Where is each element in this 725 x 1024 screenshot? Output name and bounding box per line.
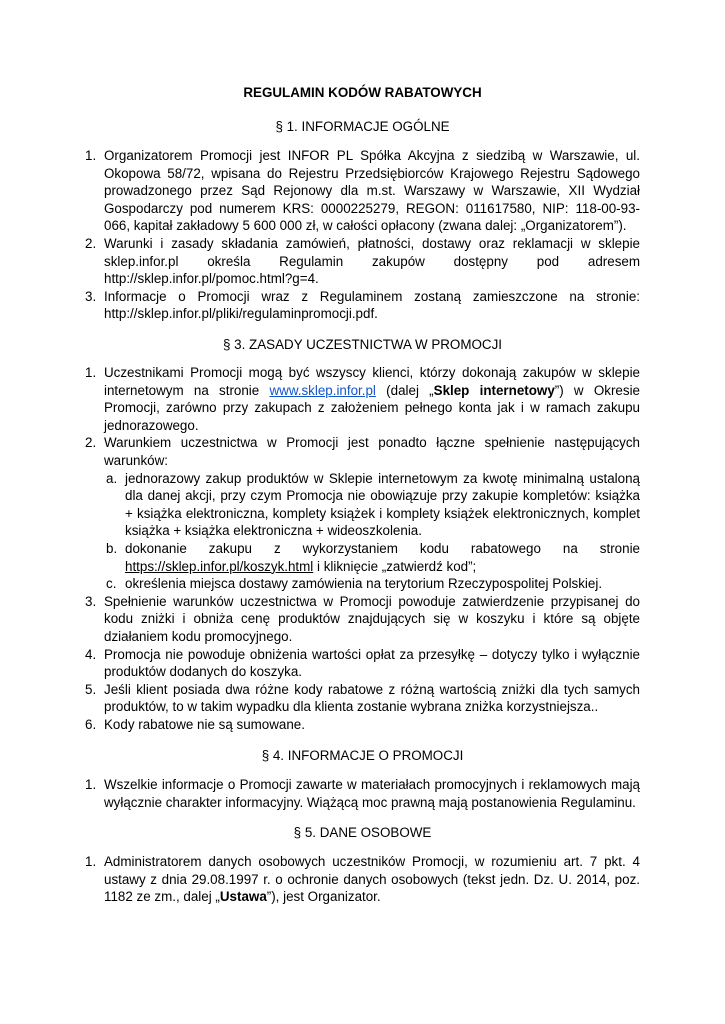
- sub-item-text: jednorazowy zakup produktów w Sklepie internetowym za kwotę minimalną ustaloną dla danej akcji, przy czym Promocja nie obowiązuje przy zakupie kompletów: książka + książka elektroniczna, komplety książek i komplety książek elektronicznych, komplet książka + książka elektroniczna + wideoszkolenia.: [125, 470, 640, 539]
- item-text: Uczestnikami Promocji mogą być wszyscy klienci, którzy dokonają zakupów w sklepie internetowym na stronie: [104, 365, 640, 398]
- sub-list-item: [104, 540, 640, 575]
- sub-list-item: [104, 470, 640, 540]
- sub-list-item: [104, 575, 640, 593]
- item-bold-text: Sklep internetowy: [433, 382, 555, 398]
- item-bold-text: Ustawa: [219, 889, 267, 905]
- list-item: [85, 593, 640, 646]
- sub-item-text: i kliknięcie „zatwierdź kod”;: [313, 558, 477, 574]
- item-text: Informacje o Promocji wraz z Regulaminem zostaną zamieszczone na stronie: http://sklep.infor.pl/pliki/regulaminpromocji.pdf.: [104, 288, 640, 322]
- item-text: Spełnienie warunków uczestnictwa w Promocji powoduje zatwierdzenie przypisanej do kodu zniżki i obniża cenę produktów znajdujących się w koszyku i które są objęte działaniem kodu promocyjnego.: [104, 593, 640, 644]
- sub-item-letter: a.: [106, 470, 118, 486]
- item-number: 6.: [85, 716, 97, 732]
- list-item: [85, 681, 640, 716]
- shop-link[interactable]: www.sklep.infor.pl: [269, 382, 376, 398]
- section-3-heading: § 3. ZASADY UCZESTNICTWA W PROMOCJI: [223, 337, 502, 352]
- section-3-list: [85, 364, 640, 733]
- list-item: [85, 716, 640, 734]
- item-number: 1.: [85, 365, 97, 380]
- item-text: (dalej „: [375, 382, 434, 398]
- item-text: ”) w Okresie Promocji, zarówno przy zakupach z założeniem pełnego konta jak i w ramach zakupu jednorazowego.: [104, 382, 640, 433]
- item-number: 3.: [85, 288, 97, 304]
- item-number: 2.: [85, 435, 97, 451]
- item-text: Warunki i zasady składania zamówień, płatności, dostawy oraz reklamacji w sklepie sklep.infor.pl określa Regulamin zakupów dostępny pod adresem http://sklep.infor.pl/pomoc.html?g=4.: [104, 235, 640, 287]
- cart-link[interactable]: https://sklep.infor.pl/koszyk.html: [125, 558, 314, 574]
- item-number: 1.: [85, 854, 97, 869]
- list-item: [85, 288, 640, 323]
- item-text: ”), jest Organizator.: [266, 889, 381, 905]
- item-text: Kody rabatowe nie są sumowane.: [104, 716, 305, 732]
- sub-item-letter: c.: [106, 576, 117, 592]
- list-item: [85, 434, 640, 592]
- item-number: 4.: [85, 646, 97, 662]
- item-number: 2.: [85, 235, 97, 251]
- item-text: Jeśli klient posiada dwa różne kody rabatowe z różną wartością zniżki dla tych samych produktów, to w takim wypadku dla klienta zostanie wybrana zniżka korzystniejsza..: [104, 681, 640, 715]
- section-1-list: [85, 147, 640, 323]
- item-number: 3.: [85, 593, 97, 609]
- section-4-list: [85, 776, 640, 811]
- list-item: [85, 235, 640, 288]
- document-title: REGULAMIN KODÓW RABATOWYCH: [243, 85, 482, 100]
- item-text: Administratorem danych osobowych uczestników Promocji, w rozumieniu art. 7 pkt. 4 ustawy z dnia 29.08.1997 r. o ochronie danych osobowych (tekst jedn. Dz. U. 2014, poz. 1182 ze zm., dalej „: [104, 854, 640, 905]
- sub-list: [104, 470, 640, 593]
- item-text: Wszelkie informacje o Promocji zawarte w materiałach promocyjnych i reklamowych mają wyłącznie charakter informacyjny. Wiążącą moc prawną mają postanowienia Regulaminu.: [104, 777, 640, 810]
- sub-item-letter: b.: [106, 540, 118, 556]
- item-text: Promocja nie powoduje obniżenia wartości opłat za przesyłkę – dotyczy tylko i wyłącznie produktów dodanych do koszyka.: [104, 646, 640, 680]
- section-4-heading: § 4. INFORMACJE O PROMOCJI: [261, 748, 464, 763]
- item-text: Organizatorem Promocji jest INFOR PL Spółka Akcyjna z siedzibą w Warszawie, ul. Okopowa 58/72, wpisana do Rejestru Przedsiębiorców Krajowego Rejestru Sądowego prowadzonego przez Sąd Rejonowy dla m.st. Warszawy w Warszawie, XII Wydział Gospodarczy pod numerem KRS: 0000225279, REGON: 011617580, NIP: 118-00-93-066, kapitał zakładowy 5 600 000 zł, w całości opłacony (zwana dalej: „Organizatorem”).: [104, 148, 640, 234]
- list-item: [85, 776, 640, 811]
- sub-item-text: dokonanie zakupu z wykorzystaniem kodu rabatowego na stronie: [125, 540, 640, 556]
- section-1-heading: § 1. INFORMACJE OGÓLNE: [275, 119, 450, 134]
- section-5-list: [85, 853, 640, 906]
- list-item: [85, 147, 640, 235]
- list-item: [85, 646, 640, 681]
- item-text: Warunkiem uczestnictwa w Promocji jest ponadto łączne spełnienie następujących warunków:: [104, 435, 640, 468]
- list-item: [85, 853, 640, 906]
- item-number: 1.: [85, 777, 97, 792]
- list-item: [85, 364, 640, 434]
- item-number: 5.: [85, 681, 97, 697]
- section-5-heading: § 5. DANE OSOBOWE: [293, 825, 432, 840]
- sub-item-text: określenia miejsca dostawy zamówienia na terytorium Rzeczypospolitej Polskiej.: [125, 576, 603, 592]
- item-number: 1.: [85, 148, 97, 163]
